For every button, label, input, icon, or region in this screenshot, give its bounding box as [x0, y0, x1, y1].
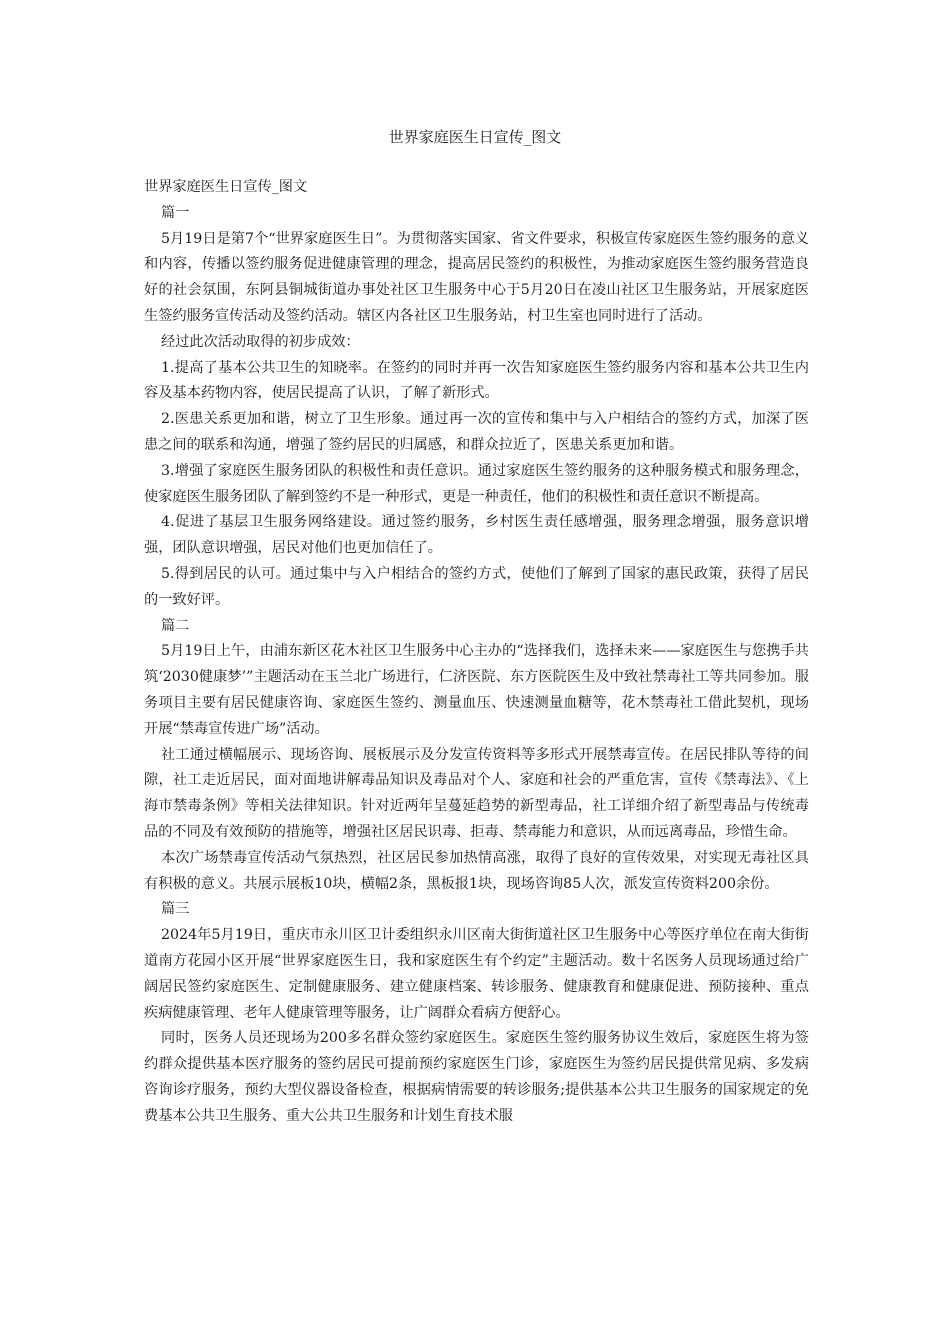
- document-body: [144, 175, 809, 1129]
- section-heading-3: 篇三: [161, 901, 190, 918]
- section-heading-1: 篇一: [161, 204, 190, 221]
- list-item: 2.医患关系更加和谐，树立了卫生形象。通过再一次的宣传和集中与入户相结合的签约方式，加深了医患之间的联系和沟通，增强了签约居民的归属感，和群众拉近了，医患关系更加和谐。: [144, 411, 809, 453]
- body-paragraph: 本次广场禁毒宣传活动气氛热烈，社区居民参加热情高涨，取得了良好的宣传效果，对实现无毒社区具有积极的意义。共展示展板10块，横幅2条，黑板报1块，现场咨询85人次，派发宣传资料200余份。: [144, 849, 809, 892]
- list-item: 1.提高了基本公共卫生的知晓率。在签约的同时并再一次告知家庭医生签约服务内容和基本公共卫生内容及基本药物内容，使居民提高了认识，了解了新形式。: [144, 359, 809, 402]
- body-paragraph: 社工通过横幅展示、现场咨询、展板展示及分发宣传资料等多形式开展禁毒宣传。在居民排队等待的间隙，社工走近居民，面对面地讲解毒品知识及毒品对个人、家庭和社会的严重危害，宣传《禁毒法》、《上海市禁毒条例》等相关法律知识。针对近两年呈蔓延趋势的新型毒品，社工详细介绍了新型毒品与传统毒品的不同及有效预防的措施等，增强社区居民识毒、拒毒、禁毒能力和意识，从而远离毒品，珍惜生命。: [144, 746, 809, 840]
- section-heading-2: 篇二: [161, 617, 190, 634]
- list-item: 5.得到居民的认可。通过集中与入户相结合的签约方式，使他们了解到了国家的惠民政策，获得了居民的一致好评。: [144, 565, 809, 608]
- body-paragraph: 经过此次活动取得的初步成效：: [161, 333, 360, 350]
- body-paragraph: 5月19日上午，由浦东新区花木社区卫生服务中心主办的“选择我们，选择未来——家庭医生与您携手共筑‘2030健康梦’”主题活动在玉兰北广场进行，仁济医院、东方医院医生及中致社禁毒社工等共同参加。服务项目主要有居民健康咨询、家庭医生签约、测量血压、快速测量血糖等，花木禁毒社工借此契机，现场开展“禁毒宣传进广场”活动。: [144, 643, 809, 737]
- subtitle-paragraph: 世界家庭医生日宣传_图文: [144, 179, 308, 195]
- body-paragraph: 5月19日是第7个“世界家庭医生日”。为贯彻落实国家、省文件要求，积极宣传家庭医生签约服务的意义和内容，传播以签约服务促进健康管理的理念，提高居民签约的积极性，为推动家庭医生签约服务营造良好的社会氛围，东阿县铜城街道办事处社区卫生服务中心于5月20日在凌山社区卫生服务站，开展家庭医生签约服务宣传活动及签约活动。辖区内各社区卫生服务站，村卫生室也同时进行了活动。: [144, 230, 809, 324]
- list-item: 4.促进了基层卫生服务网络建设。通过签约服务，乡村医生责任感增强，服务理念增强，服务意识增强，团队意识增强，居民对他们也更加信任了。: [144, 514, 809, 557]
- document-title: 世界家庭医生日宣传_图文: [388, 128, 562, 146]
- body-paragraph: 同时，医务人员还现场为200多名群众签约家庭医生。家庭医生签约服务协议生效后，家庭医生将为签约群众提供基本医疗服务的签约居民可提前预约家庭医生门诊，家庭医生为签约居民提供常见病、多发病咨询诊疗服务，预约大型仪器设备检查，根据病情需要的转诊服务;提供基本公共卫生服务的国家规定的免费基本公共卫生服务、重大公共卫生服务和计划生育技术服: [144, 1030, 809, 1124]
- list-item: 3.增强了家庭医生服务团队的积极性和责任意识。通过家庭医生签约服务的这种服务模式和服务理念，使家庭医生服务团队了解到签约不是一种形式，更是一种责任，他们的积极性和责任意识不断提高。: [144, 462, 809, 505]
- body-paragraph: 2024年5月19日，重庆市永川区卫计委组织永川区南大街街道社区卫生服务中心等医疗单位在南大街街道南方花园小区开展“世界家庭医生日，我和家庭医生有个约定”主题活动。数十名医务人员现场通过给广阔居民签约家庭医生、定制健康服务、建立健康档案、转诊服务、健康教育和健康促进、预防接种、重点疾病健康管理、老年人健康管理等服务，让广阔群众看病方便舒心。: [144, 927, 809, 1021]
